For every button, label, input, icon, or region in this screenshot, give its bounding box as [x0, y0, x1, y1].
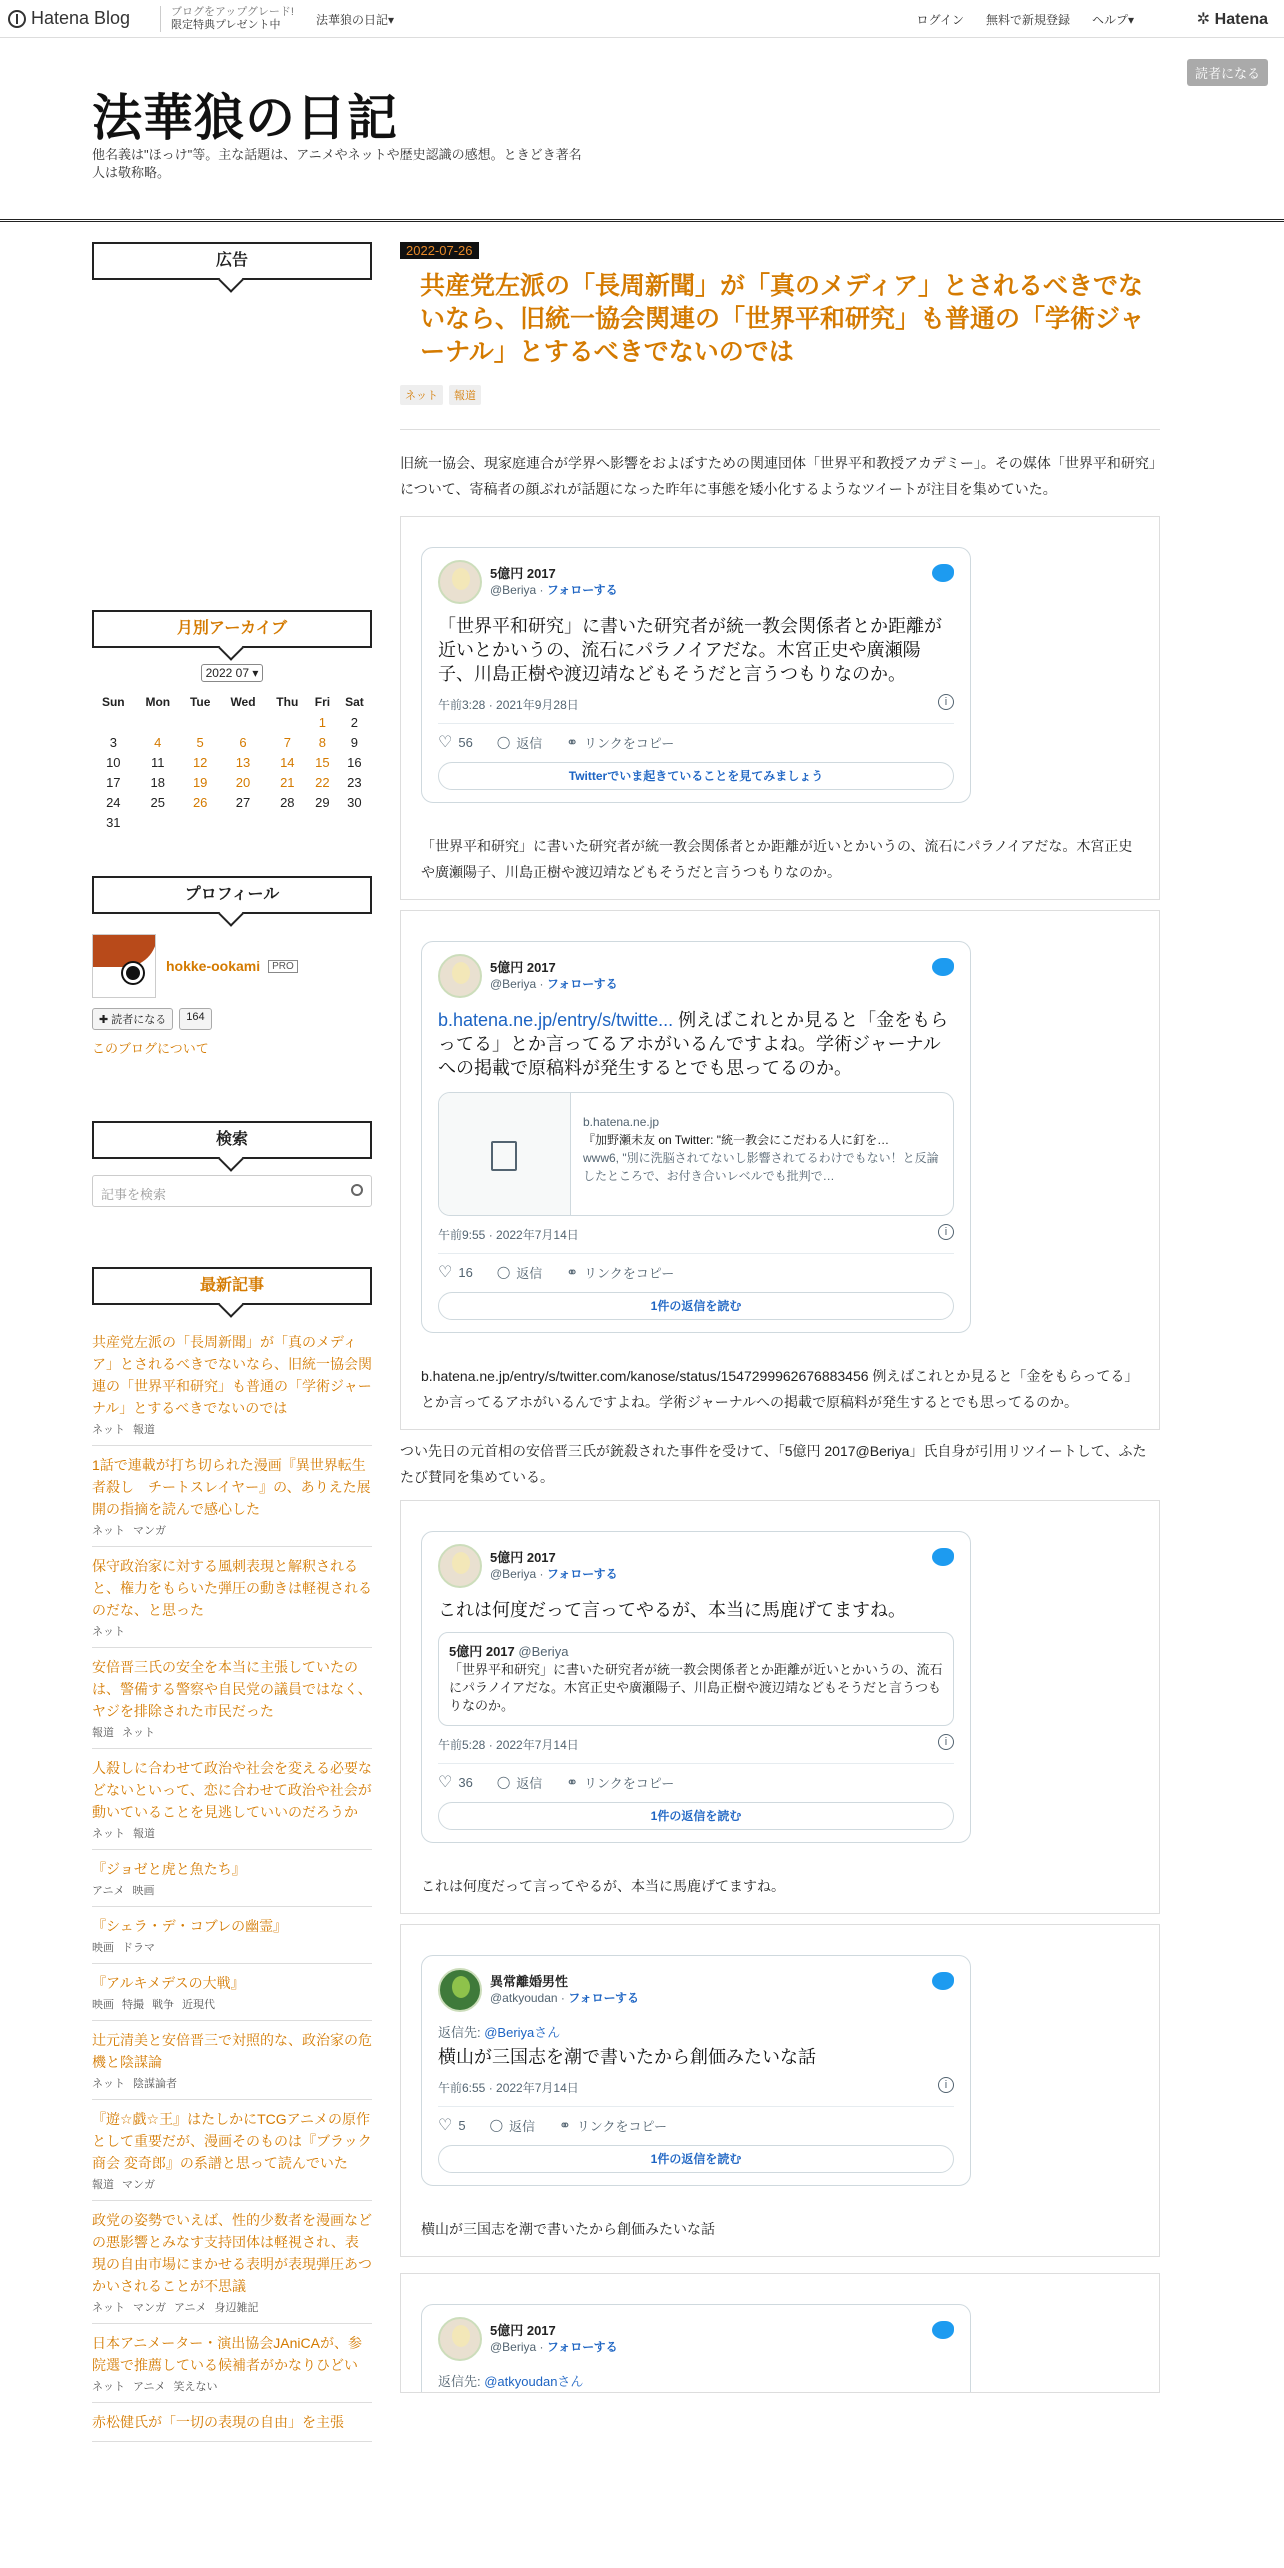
reply-button[interactable]: [497, 1262, 542, 1282]
weekday-header: Fri: [314, 695, 331, 709]
weekday-header: Thu: [276, 695, 299, 709]
card-description: www6, "別に洗脳されてないし影響されてるわけでもない！と反論したところで、お付き合いレベルでも批判で…: [583, 1151, 939, 1183]
quoted-text: 「世界平和研究」に書いた研究者が統一教会関係者とか距離が近いとかいうの、流石にパラノイアだな。木宮正史や廣瀬陽子、川島正樹や渡辺靖などもそうだと言うつもりなのか。: [449, 1662, 943, 1713]
month-select[interactable]: 2022 07 ▾: [201, 664, 264, 682]
entry-tag[interactable]: 映画: [92, 1999, 114, 2011]
list-item: [92, 1964, 372, 2021]
upgrade-promo[interactable]: [160, 6, 294, 32]
calendar-day[interactable]: 14: [280, 754, 295, 770]
quoted-tweet[interactable]: [438, 1632, 954, 1726]
calendar-day: [337, 812, 372, 832]
reply-to-label: 返信先:: [438, 2374, 485, 2389]
search-icon[interactable]: [351, 1184, 363, 1196]
copy-link-button[interactable]: [559, 2115, 667, 2135]
calendar-day: 25: [150, 794, 166, 810]
entry-tag[interactable]: ネット: [92, 1626, 125, 1638]
recent-entry-link[interactable]: 『遊☆戯☆王』はたしかにTCGアニメの原作として重要だが、漫画そのものは『ブラック商会 変奇郎』の系譜と思って読んでいた: [92, 2111, 372, 2171]
profile-username[interactable]: hokke-ookami: [166, 958, 261, 974]
calendar-day: [219, 812, 266, 832]
blog-description: 他名義は"ほっけ"等。主な話題は、アニメやネットや歴史認識の感想。ときどき著名人は敬称略。: [92, 147, 582, 180]
recent-entry-link[interactable]: 1話で連載が打ち切られた漫画『異世界転生者殺し チートスレイヤー』の、ありえた展開の指摘を読んで感心した: [92, 1457, 371, 1517]
avatar[interactable]: [92, 934, 156, 998]
reply-label: ◯ 返信: [516, 735, 543, 751]
like-count: ♡ 36: [458, 1774, 473, 1790]
tweet-time[interactable]: 午前3:28 · 2021年9月28日: [438, 698, 579, 712]
list-item: [92, 2100, 372, 2201]
tweet-fallback-text: これは何度だって言ってやるが、本当に馬鹿げてますね。: [421, 1878, 785, 1894]
search-heading-text: 検索: [215, 1131, 248, 1148]
ad-area: [92, 280, 372, 610]
search-heading: [92, 1121, 372, 1159]
entry-tag[interactable]: ドラマ: [122, 1942, 155, 1954]
entry-paragraph: つい先日の元首相の安倍晋三氏が銃殺された事件を受けて、「5億円 2017@Beriya」氏自身が引用リツイートして、ふたたび賛同を集めている。: [400, 1443, 1147, 1485]
calendar-day[interactable]: 22: [315, 774, 330, 790]
tweet-handle: @Beriya ·: [490, 1567, 547, 1581]
tweet-author[interactable]: 5億円 2017: [490, 566, 556, 581]
entry-tag[interactable]: 報道: [449, 385, 481, 405]
card-domain: b.hatena.ne.jp: [583, 1115, 660, 1129]
twitter-bird-icon[interactable]: [932, 1972, 954, 1990]
info-icon[interactable]: i: [938, 2077, 954, 2093]
entry: [400, 242, 1160, 2393]
copy-link-button[interactable]: [566, 1772, 674, 1792]
calendar-day: [135, 812, 181, 832]
help-menu[interactable]: ヘルプ▾: [1091, 13, 1134, 27]
calendar-day[interactable]: 15: [315, 754, 330, 770]
recent-entry-link[interactable]: 保守政治家に対する風刺表現と解釈されると、権力をもらいた弾圧の動きは軽視されるのだな、と思った: [92, 1558, 372, 1618]
weekday-header: Tue: [189, 695, 211, 709]
tweet-handle: @Beriya ·: [490, 977, 547, 991]
entry-tag[interactable]: ネット: [92, 2381, 125, 2393]
reply-label: ◯ 返信: [516, 1775, 543, 1791]
hatena-blog-logo[interactable]: [8, 8, 130, 29]
calendar-day[interactable]: 21: [280, 774, 295, 790]
calendar-day: [267, 712, 308, 732]
list-item: [92, 2324, 372, 2403]
entry-tag[interactable]: ネット: [122, 1727, 155, 1739]
follow-link[interactable]: フォローする: [546, 1567, 618, 1581]
profile-heading-text: プロフィール: [184, 886, 280, 903]
tweet-author[interactable]: 異常離婚男性: [490, 1974, 569, 1989]
tweet-embed-4: [400, 1924, 1160, 2257]
tweet-fallback-text: b.hatena.ne.jp/entry/s/twitter.com/kanose/status/1547299962676883456 例えばこれとか見ると「金をもらってる」とか言ってるアホがいるんですよね。学術ジャーナルへの掲載で原稿料が発生するとでも思ってるのか。: [421, 1368, 1139, 1410]
signup-link[interactable]: 無料で新規登録: [985, 13, 1070, 27]
recent-entry-link[interactable]: 『ジョゼと虎と魚たち』: [92, 1861, 246, 1877]
entry-date[interactable]: 2022-07-26: [400, 242, 479, 259]
copy-label: ⚭ リンクをコピー: [584, 1775, 675, 1791]
entry-tag[interactable]: 報道: [133, 1424, 155, 1436]
like-button[interactable]: [438, 1262, 473, 1282]
calendar-day: 24: [106, 794, 121, 810]
list-item: [92, 1648, 372, 1749]
reply-label: ◯ 返信: [516, 1265, 543, 1281]
twitter-bird-icon[interactable]: [932, 2321, 954, 2339]
entry-tag[interactable]: 身辺雑記: [214, 2302, 259, 2314]
reply-button[interactable]: [490, 2115, 535, 2135]
profile-subscribe-button[interactable]: ✚ 読者になる: [92, 1008, 173, 1030]
tweet-fallback-text: 「世界平和研究」に書いた研究者が統一教会関係者とか距離が近いとかいうの、流石にパラノイアだな。木宮正史や廣瀬陽子、川島正樹や渡辺靖などもそうだと言うつもりなのか。: [421, 838, 1133, 880]
avatar[interactable]: [438, 2317, 482, 2361]
calendar-day[interactable]: 7: [283, 734, 291, 750]
quoted-author: 5億円 2017: [449, 1644, 515, 1659]
ad-heading: [92, 242, 372, 280]
calendar-day: [267, 812, 308, 832]
recent-entry-link[interactable]: 人殺しに合わせて政治や社会を変える必要などないといって、恋に合わせて政治や社会が動いていることを見逃していいのだろうか: [92, 1760, 372, 1820]
entry-tag[interactable]: ネット: [92, 1828, 125, 1840]
calendar-day: 9: [350, 734, 359, 750]
calendar-day[interactable]: 19: [192, 774, 208, 790]
calendar-day: 30: [347, 794, 362, 810]
reply-button[interactable]: [497, 1772, 542, 1792]
tweet-text: これは何度だって言ってやるが、本当に馬鹿げてますね。: [438, 1600, 906, 1620]
top-bar: [0, 0, 1284, 38]
entry-tag[interactable]: ネット: [92, 1424, 125, 1436]
copy-label: ⚭ リンクをコピー: [584, 735, 675, 751]
calendar-day: [308, 812, 337, 832]
calendar-day[interactable]: 20: [235, 774, 251, 790]
calendar-day: [219, 712, 266, 732]
calendar-day: 31: [106, 814, 121, 830]
weekday-header: Sat: [345, 695, 364, 709]
info-icon[interactable]: i: [938, 1734, 954, 1750]
see-more-button[interactable]: Twitterでいま起きていることを見てみましょう: [438, 762, 954, 790]
entry-tag[interactable]: ネット: [400, 385, 443, 405]
list-item: [92, 1749, 372, 1850]
calendar-day: 18: [150, 774, 166, 790]
card-title: 『加野瀬未友 on Twitter: "統一教会にこだわる人に釘を…: [583, 1133, 890, 1147]
subscriber-count[interactable]: 164: [179, 1008, 211, 1030]
avatar[interactable]: [438, 560, 482, 604]
list-item: [92, 2403, 372, 2442]
tweet-handle: @Beriya ·: [490, 583, 547, 597]
like-button[interactable]: [438, 1772, 473, 1792]
reply-to-user[interactable]: @Beriyaさん: [484, 2025, 561, 2040]
avatar[interactable]: [438, 954, 482, 998]
blog-header: [0, 38, 1284, 222]
recent-entry-link[interactable]: 政党の姿勢でいえば、性的少数者を漫画などの悪影響とみなす支持団体は軽視され、表現の自由市場にまかせる表明が表現弾圧あつかいされることが不思議: [92, 2212, 372, 2294]
profile-box: [92, 934, 372, 1057]
calendar-day: 11: [151, 754, 165, 770]
entry-tag[interactable]: 陰謀論者: [133, 2078, 177, 2090]
copy-label: ⚭ リンクをコピー: [576, 2118, 667, 2134]
tweet-card[interactable]: [421, 941, 971, 1333]
tweet-author[interactable]: 5億円 2017: [490, 1550, 556, 1565]
tweet-card[interactable]: [421, 2304, 971, 2393]
tweet-time[interactable]: 午前5:28 · 2022年7月14日: [438, 1738, 579, 1752]
entry-tag[interactable]: アニメ: [174, 2302, 207, 2314]
hatena-label: Hatena: [1214, 11, 1268, 28]
calendar-day: 28: [280, 794, 295, 810]
entry-tag[interactable]: 特撮: [122, 1999, 144, 2011]
read-replies-button[interactable]: 1件の返信を読む: [438, 1292, 954, 1320]
entry-tag[interactable]: 笑えない: [173, 2381, 218, 2393]
login-link[interactable]: ログイン: [916, 13, 964, 27]
reply-label: ◯ 返信: [509, 2118, 536, 2134]
archive-calendar: [92, 664, 372, 832]
tweet-text: 横山が三国志を潮で書いたから創価みたいな話: [438, 2047, 816, 2067]
tweet-text: 「世界平和研究」に書いた研究者が統一教会関係者とか距離が近いとかいうの、流石にパラノイアだな。木宮正史や廣瀬陽子、川島正樹や渡辺靖などもそうだと言うつもりなのか。: [438, 616, 942, 684]
search-placeholder: 記事を検索: [101, 1187, 167, 1202]
entry-title[interactable]: 共産党左派の「長周新聞」が「真のメディア」とされるべきでないなら、旧統一協会関連の「世界平和研究」も普通の「学術ジャーナル」とするべきでないのでは: [420, 272, 1145, 366]
avatar[interactable]: [438, 1544, 482, 1588]
calendar-day: [135, 712, 181, 732]
copy-label: ⚭ リンクをコピー: [584, 1265, 675, 1281]
calendar-day: 17: [106, 774, 121, 790]
search-input[interactable]: [92, 1175, 372, 1207]
reply-to-user[interactable]: @atkyoudanさん: [484, 2374, 584, 2389]
tweet-handle: @atkyoudan ·: [490, 1991, 569, 2005]
recent-entry-link[interactable]: 日本アニメーター・演出協会JAniCAが、参院選で推薦している候補者がかなりひどい: [92, 2335, 362, 2373]
copy-link-button[interactable]: [566, 1262, 674, 1282]
about-blog-link[interactable]: このブログについて: [92, 1041, 209, 1056]
archive-heading: [92, 610, 372, 648]
weekday-header: Wed: [230, 695, 256, 709]
calendar-day: 10: [106, 754, 121, 770]
read-replies-button[interactable]: 1件の返信を読む: [438, 2145, 954, 2173]
recent-heading-text: 最新記事: [199, 1277, 264, 1294]
logo-text: Hatena Blog: [31, 8, 131, 28]
tweet-fallback-text: 横山が三国志を潮で書いたから創価みたいな話: [421, 2221, 715, 2237]
entry-tag[interactable]: 戦争: [152, 1999, 174, 2011]
entry-tag[interactable]: 映画: [92, 1942, 114, 1954]
like-count: ♡ 56: [458, 734, 473, 750]
entry-tag[interactable]: ネット: [92, 2302, 125, 2314]
calendar-day: 29: [315, 794, 330, 810]
list-item: [92, 1547, 372, 1648]
link-card[interactable]: [438, 1092, 954, 1216]
like-button[interactable]: [438, 2115, 466, 2135]
hatena-link[interactable]: ✲ Hatena: [1196, 11, 1268, 28]
tweet-author[interactable]: 5億円 2017: [490, 2323, 556, 2338]
calendar-day: 3: [109, 734, 117, 750]
hatena-logo-icon: [8, 10, 26, 28]
recent-entry-link[interactable]: 安倍晋三氏の安全を本当に主張していたのは、警備する警察や自民党の議員ではなく、ヤジを排除された市民だった: [92, 1659, 372, 1719]
pro-badge: PRO: [268, 960, 298, 973]
calendar-day[interactable]: 5: [196, 734, 204, 750]
info-icon[interactable]: i: [938, 694, 954, 710]
calendar-day: 27: [235, 794, 251, 810]
tweet-embed-3: [400, 1500, 1160, 1914]
recent-heading: [92, 1267, 372, 1305]
avatar[interactable]: [438, 1968, 482, 2012]
tweet-card[interactable]: [421, 1955, 971, 2186]
reply-button[interactable]: [497, 732, 542, 752]
list-item: [92, 1907, 372, 1964]
tweet-link[interactable]: b.hatena.ne.jp/entry/s/twitte...: [438, 1010, 674, 1030]
like-count: ♡ 16: [458, 1264, 473, 1280]
weekday-header: Mon: [145, 695, 171, 709]
entry-tag[interactable]: マンガ: [133, 1525, 166, 1537]
follow-link[interactable]: フォローする: [546, 977, 618, 991]
like-count: ♡ 5: [458, 2117, 466, 2133]
copy-link-button[interactable]: [566, 732, 674, 752]
follow-link[interactable]: フォローする: [546, 583, 618, 597]
list-item: [92, 2201, 372, 2324]
archive-heading-text: 月別アーカイブ: [176, 620, 288, 637]
tweet-text: 例えばこれとか見ると「金をもらってる」とか言ってるアホがいるんですよね。学術ジャーナルへの掲載で原稿料が発生するとでも思ってるのか。: [438, 1010, 949, 1078]
like-button[interactable]: [438, 732, 473, 752]
document-icon: [439, 1093, 571, 1215]
promo-line1: ブログをアップグレード!: [171, 6, 294, 18]
calendar-day[interactable]: 1: [318, 714, 327, 730]
calendar-day[interactable]: 13: [235, 754, 251, 770]
entry-tag[interactable]: アニメ: [133, 2381, 166, 2393]
calendar-day: 23: [347, 774, 362, 790]
recent-entry-link[interactable]: 辻元清美と安倍晋三で対照的な、政治家の危機と陰謀論: [92, 2032, 372, 2070]
recent-entry-link[interactable]: 『アルキメデスの大戦』: [92, 1975, 245, 1991]
twitter-bird-icon[interactable]: [932, 958, 954, 976]
follow-link[interactable]: フォローする: [568, 1991, 640, 2005]
follow-link[interactable]: フォローする: [546, 2340, 618, 2354]
calendar-day[interactable]: 6: [239, 734, 247, 750]
ad-heading-text: 広告: [215, 252, 248, 269]
entry-tag[interactable]: アニメ: [92, 1885, 125, 1897]
twitter-bird-icon[interactable]: [932, 564, 954, 582]
reply-to-label: 返信先:: [438, 2025, 485, 2040]
recent-entries-list: [92, 1323, 372, 2442]
tweet-embed-5: [400, 2273, 1160, 2393]
quoted-handle: @Beriya: [514, 1644, 569, 1659]
twitter-bird-icon[interactable]: [932, 1548, 954, 1566]
info-icon[interactable]: i: [938, 1224, 954, 1240]
calendar-day: 2: [350, 714, 359, 730]
subscribe-button[interactable]: 読者になる: [1187, 59, 1268, 86]
recent-entry-link[interactable]: 赤松健氏が「一切の表現の自由」を主張: [92, 2414, 344, 2430]
tweet-time[interactable]: 午前6:55 · 2022年7月14日: [438, 2081, 579, 2095]
entry-tag[interactable]: 報道: [133, 1828, 155, 1840]
list-item: [92, 1446, 372, 1547]
read-replies-button[interactable]: 1件の返信を読む: [438, 1802, 954, 1830]
tweet-time[interactable]: 午前9:55 · 2022年7月14日: [438, 1228, 579, 1242]
sidebar: [92, 242, 372, 2442]
entry-tag[interactable]: ネット: [92, 2078, 125, 2090]
entry-tag[interactable]: ネット: [92, 1525, 125, 1537]
tweet-card[interactable]: [421, 547, 971, 803]
calendar-day[interactable]: 4: [154, 734, 162, 750]
tweet-author[interactable]: 5億円 2017: [490, 960, 556, 975]
calendar-day[interactable]: 8: [318, 734, 327, 750]
tweet-handle: @Beriya ·: [490, 2340, 547, 2354]
list-item: [92, 2021, 372, 2100]
tweet-embed-1: [400, 516, 1160, 900]
calendar-day: [181, 712, 219, 732]
blog-menu[interactable]: 法華狼の日記▾: [316, 13, 395, 27]
calendar-day: [181, 812, 219, 832]
entry-tag[interactable]: 報道: [92, 1727, 114, 1739]
recent-entry-link[interactable]: 『シェラ・デ・コブレの幽霊』: [92, 1918, 288, 1934]
entry-intro: 旧統一協会、現家庭連合が学界へ影響をおよぼすための関連団体「世界平和教授アカデミー」。その媒体「世界平和研究」について、寄稿者の顔ぶれが話題になった昨年に事態を矮小化するようなツイートが注目を集めていた。: [400, 455, 1156, 497]
tweet-card[interactable]: [421, 1531, 971, 1843]
calendar-day: [92, 712, 135, 732]
blog-title[interactable]: 法華狼の日記: [92, 90, 398, 146]
calendar-day[interactable]: 26: [192, 794, 208, 810]
promo-line2: 限定特典プレゼント中: [171, 19, 281, 31]
entry-tag[interactable]: 近現代: [182, 1999, 215, 2011]
recent-entry-link[interactable]: 共産党左派の「長周新聞」が「真のメディア」とされるべきでないなら、旧統一協会関連の「世界平和研究」も普通の「学術ジャーナル」とするべきでないのでは: [92, 1334, 372, 1416]
entry-tag[interactable]: マンガ: [133, 2302, 166, 2314]
weekday-header: Sun: [101, 695, 125, 709]
entry-tag[interactable]: 映画: [132, 1885, 155, 1897]
calendar-day: 16: [347, 754, 362, 770]
list-item: [92, 1323, 372, 1446]
list-item: [92, 1850, 372, 1907]
entry-tag[interactable]: 報道: [92, 2179, 114, 2191]
entry-tag[interactable]: マンガ: [122, 2179, 155, 2191]
tweet-embed-2: [400, 910, 1160, 1430]
calendar-day[interactable]: 12: [192, 754, 208, 770]
profile-heading: [92, 876, 372, 914]
